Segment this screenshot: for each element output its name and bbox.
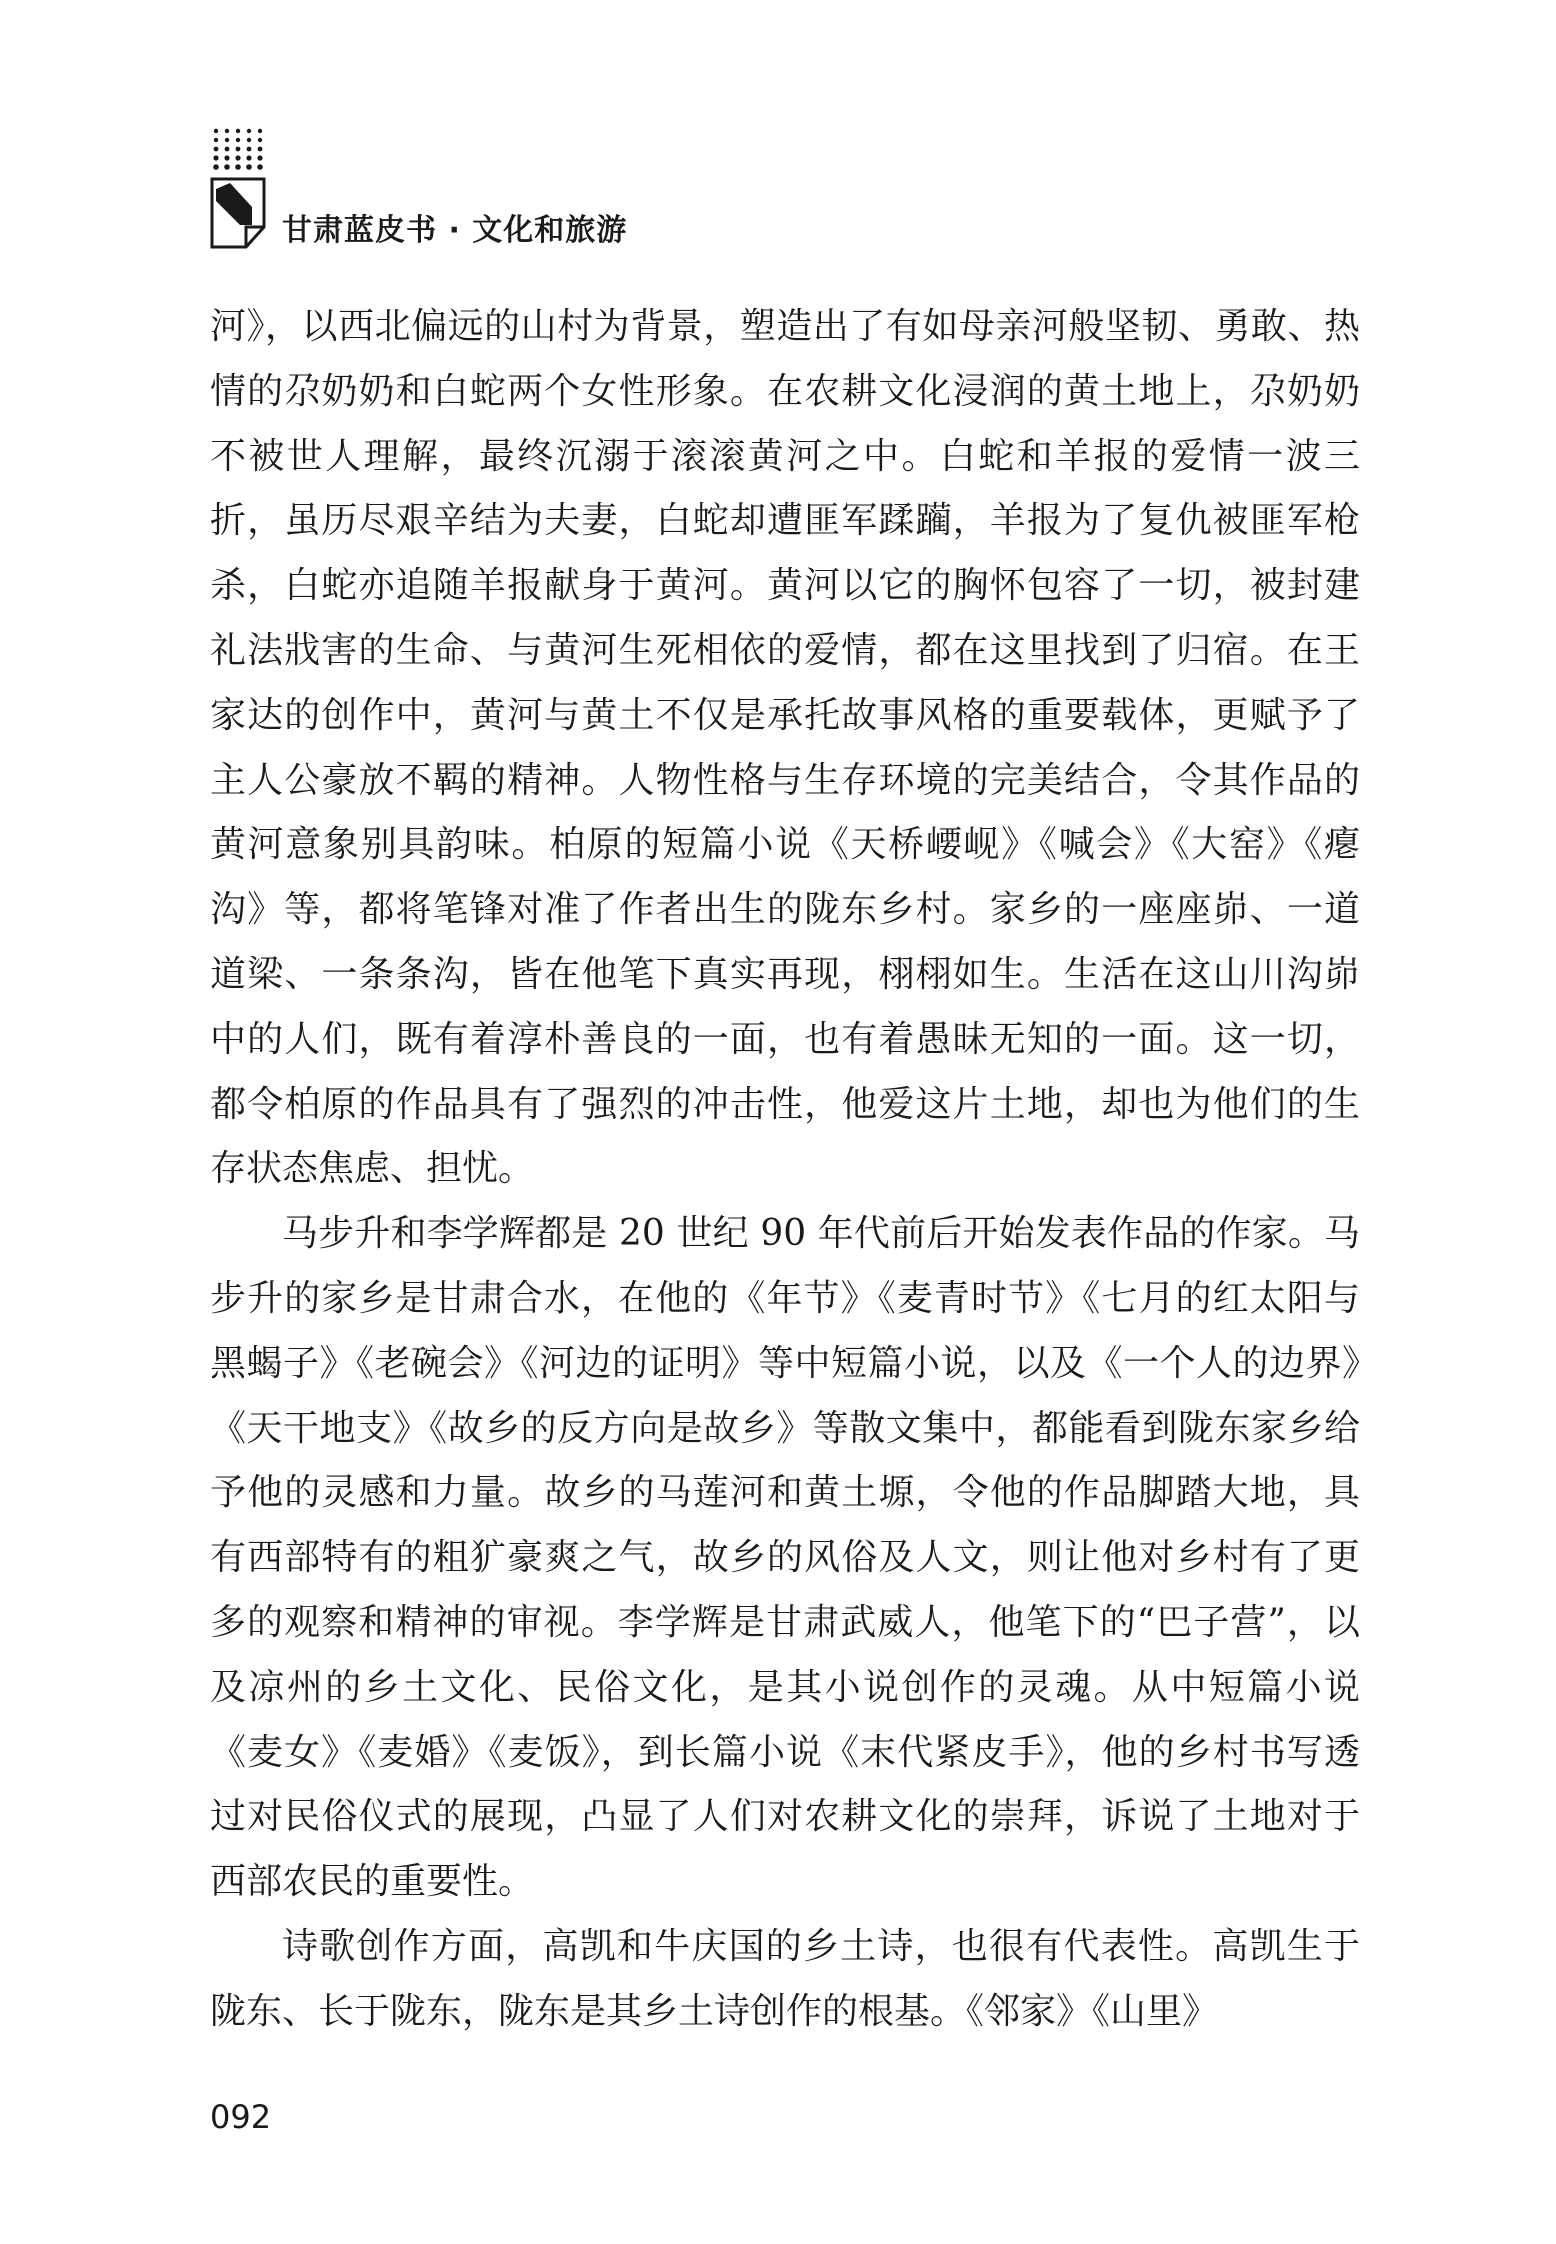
dot-grid-decoration: [210, 125, 266, 175]
paragraph: 诗歌创作方面，高凯和牛庆国的乡土诗，也很有代表性。高凯生于陇东、长于陇东，陇东是其乡土诗创作的根基。《邻家》《山里》: [210, 1925, 1360, 2032]
series-title: 甘肃蓝皮书 · 文化和旅游: [282, 213, 628, 248]
running-header: [210, 125, 710, 265]
paragraph: 马步升和李学辉都是 20 世纪 90 年代前后开始发表作品的作家。马步升的家乡是甘肃合水，在他的《年节》《麦青时节》《七月的红太阳与黑蝎子》《老碗会》《河边的证明》等中短篇小说，以及《一个人的边界》《天干地支》《故乡的反方向是故乡》等散文集中，都能看到陇东家乡给予他的灵感和力量。故乡的马莲河和黄土塬，令他的作品脚踏大地，具有西部特有的粗犷豪爽之气，故乡的风俗及人文，则让他对乡村有了更多的观察和精神的审视。李学辉是甘肃武威人，他笔下的“巴子营”，以及凉州的乡土文化、民俗文化，是其小说创作的灵魂。从中短篇小说《麦女》《麦婚》《麦饭》，到长篇小说《末代紧皮手》，他的乡村书写透过对民俗仪式的展现，凸显了人们对农耕文化的崇拜，诉说了土地对于西部农民的重要性。: [210, 1213, 1360, 1903]
paragraph: 河》，以西北偏远的山村为背景，塑造出了有如母亲河般坚韧、勇敢、热情的尕奶奶和白蛇两个女性形象。在农耕文化浸润的黄土地上，尕奶奶不被世人理解，最终沉溺于滚滚黄河之中。白蛇和羊报的爱情一波三折，虽历尽艰辛结为夫妻，白蛇却遭匪军蹂躏，羊报为了复仇被匪军枪杀，白蛇亦追随羊报献身于黄河。黄河以它的胸怀包容了一切，被封建礼法戕害的生命、与黄河生死相依的爱情，都在这里找到了归宿。在王家达的创作中，黄河与黄土不仅是承托故事风格的重要载体，更赋予了主人公豪放不羁的精神。人物性格与生存环境的完美结合，令其作品的黄河意象别具韵味。柏原的短篇小说《天桥崾岘》《喊会》《大窑》《瘪沟》等，都将笔锋对准了作者出生的陇东乡村。家乡的一座座峁、一道道梁、一条条沟，皆在他笔下真实再现，栩栩如生。生活在这山川沟峁中的人们，既有着淳朴善良的一面，也有着愚昧无知的一面。这一切，都令柏原的作品具有了强烈的冲击性，他爱这片土地，却也为他们的生存状态焦虑、担忧。: [210, 306, 1360, 1190]
main-text: [210, 295, 1360, 2045]
page-number: 092: [210, 2098, 272, 2136]
book-corner-icon: [210, 177, 266, 249]
